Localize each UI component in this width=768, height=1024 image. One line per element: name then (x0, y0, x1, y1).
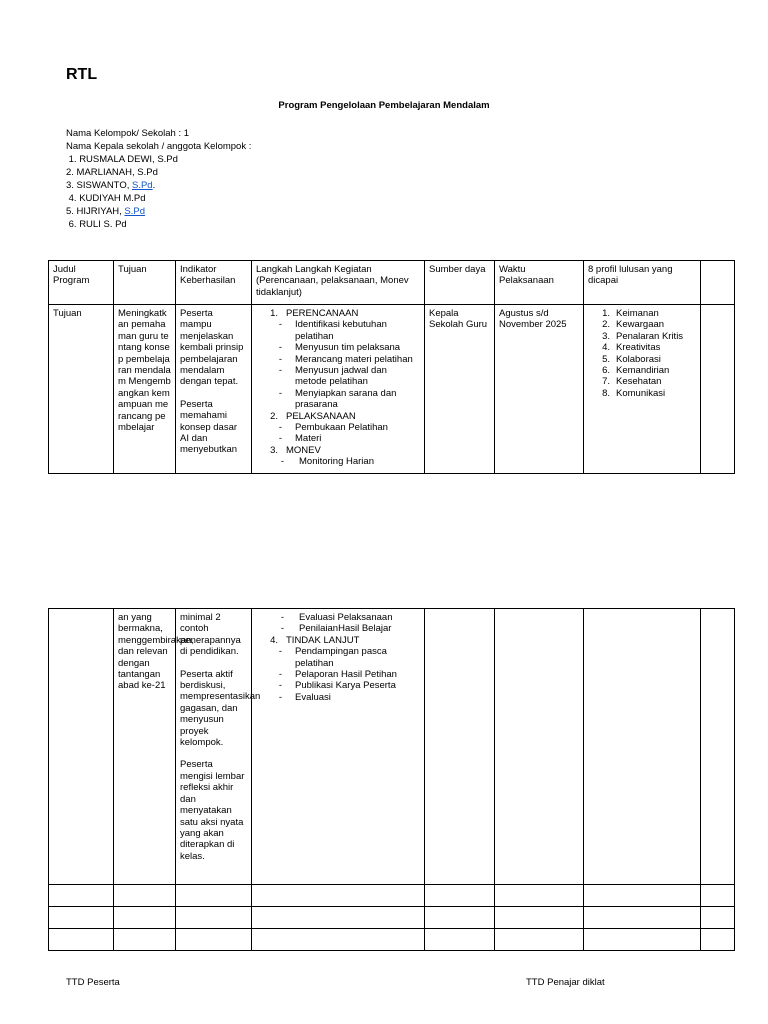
cell-sumber-cont (425, 609, 495, 885)
member-item: 2. MARLIANAH, S.Pd (66, 167, 158, 178)
profil-item: 1. Keimanan (602, 308, 659, 319)
header-extra (701, 261, 735, 305)
indikator-paragraph: Peserta mampu menjelaskan kembali prinsip pembelajaran mendalam dengan tepat. (180, 308, 244, 388)
indikator-paragraph: minimal 2 contoh penerapannya di pendidikan. (180, 612, 241, 658)
profil-item: 7. Kesehatan (602, 376, 662, 388)
step-item: - Pembukaan Pelatihan (278, 422, 388, 434)
step-item: - Merancang materi pelatihan (278, 353, 413, 365)
cell-waktu: Agustus s/d November 2025 (495, 305, 584, 474)
step-item: - Evaluasi Pelaksanaan (280, 612, 393, 623)
cell-waktu-cont (495, 609, 584, 885)
member-item: 4. KUDIYAH M.Pd (66, 193, 146, 204)
group-info (66, 127, 251, 231)
cell-tujuan-part1: Meningkatkan pemahaman guru tentang konsep pembelajaran mendalam Mengembangkan kemampuan merancang pembelajar (114, 305, 176, 474)
step-item: - Identifikasi kebutuhan pelatihan (278, 319, 387, 342)
indikator-paragraph: Peserta aktif berdiskusi, mempresentasikan gagasan, dan menyusun proyek kelompok. (180, 668, 261, 749)
signature-pengajar: TTD Penajar diklat (526, 977, 605, 988)
empty-row (49, 907, 735, 929)
cell-langkah-part1 (252, 305, 425, 474)
cell-extra-cont (701, 609, 735, 885)
step-section-perencanaan: 1. PERENCANAAN (270, 308, 359, 319)
step-item: - Publikasi Karya Peserta (278, 680, 396, 692)
header-tujuan: Tujuan (114, 261, 176, 305)
cell-sumber: Kepala Sekolah Guru (425, 305, 495, 474)
table-header-row (49, 261, 735, 305)
member-item: 6. RULI S. Pd (66, 219, 127, 230)
step-item: - Monitoring Harian (280, 456, 374, 468)
cell-langkah-part2 (252, 609, 425, 885)
step-item: - Evaluasi (278, 691, 331, 703)
profil-item: 8. Komunikasi (602, 387, 666, 399)
step-item: - Menyusun jadwal dan metode pelatihan (278, 365, 387, 388)
group-line: Nama Kelompok/ Sekolah : 1 (66, 128, 190, 139)
step-section-pelaksanaan: 2. PELAKSANAAN (270, 410, 356, 422)
step-item: - PenilaianHasil Belajar (280, 623, 392, 635)
member-item: 1. RUSMALA DEWI, S.Pd (66, 154, 178, 165)
member-title-link[interactable]: S.Pd (132, 180, 153, 191)
header-judul: Judul Program (49, 261, 114, 305)
cell-profil (584, 305, 701, 474)
profil-item: 2. Kewargaan (602, 319, 665, 331)
step-item: - Pendampingan pasca pelatihan (278, 646, 387, 669)
table-row (49, 305, 735, 474)
cell-extra (701, 305, 735, 474)
header-langkah: Langkah Langkah Kegiatan (Perencanaan, pelaksanaan, Monev tidaklanjut) (252, 261, 425, 305)
cell-tujuan-part2: an yang bermakna, menggembirakan, dan relevan dengan tantangan abad ke-21 (114, 609, 176, 885)
empty-row (49, 885, 735, 907)
header-sumber: Sumber daya (425, 261, 495, 305)
signature-peserta: TTD Peserta (66, 977, 120, 988)
cell-judul: Tujuan (49, 305, 114, 474)
step-item: - Pelaporan Hasil Petihan (278, 669, 397, 681)
step-section-tindak-lanjut: 4. TINDAK LANJUT (270, 634, 360, 646)
table-row (49, 609, 735, 885)
cell-judul-cont (49, 609, 114, 885)
members-label: Nama Kepala sekolah / anggota Kelompok : (66, 141, 252, 152)
header-profil: 8 profil lulusan yang dicapai (584, 261, 701, 305)
document-subtitle: Program Pengelolaan Pembelajaran Mendalam (278, 100, 490, 111)
profil-item: 5. Kolaborasi (602, 353, 661, 365)
step-section-monev: 3. MONEV (270, 444, 321, 456)
step-item: - Menyusun tim pelaksana (278, 342, 401, 354)
profil-item: 4. Kreativitas (602, 342, 661, 354)
header-waktu: Waktu Pelaksanaan (495, 261, 584, 305)
rtl-table-page1 (48, 260, 735, 474)
indikator-paragraph: Peserta mengisi lembar refleksi akhir dan menyatakan satu aksi nyata yang akan diterapkan di kelas. (180, 759, 245, 862)
cell-indikator-part1 (176, 305, 252, 474)
cell-profil-cont (584, 609, 701, 885)
profil-item: 3. Penalaran Kritis (602, 330, 684, 342)
document-title: RTL (66, 66, 98, 83)
member-item: 5. HIJRIYAH, S.Pd (66, 206, 146, 217)
member-list (66, 153, 251, 231)
member-item: 3. SISWANTO, S.Pd. (66, 180, 156, 191)
cell-indikator-part2 (176, 609, 261, 885)
rtl-table-page2 (48, 608, 735, 951)
profil-item: 6. Kemandirian (602, 365, 670, 377)
step-item: - Materi (278, 433, 322, 445)
step-item: - Menyiapkan sarana dan prasarana (278, 387, 397, 411)
header-indikator: Indikator Keberhasilan (176, 261, 252, 305)
indikator-paragraph: Peserta memahami konsep dasar AI dan menyebutkan (180, 398, 238, 456)
member-title-link[interactable]: S.Pd (124, 206, 146, 217)
empty-row (49, 929, 735, 951)
